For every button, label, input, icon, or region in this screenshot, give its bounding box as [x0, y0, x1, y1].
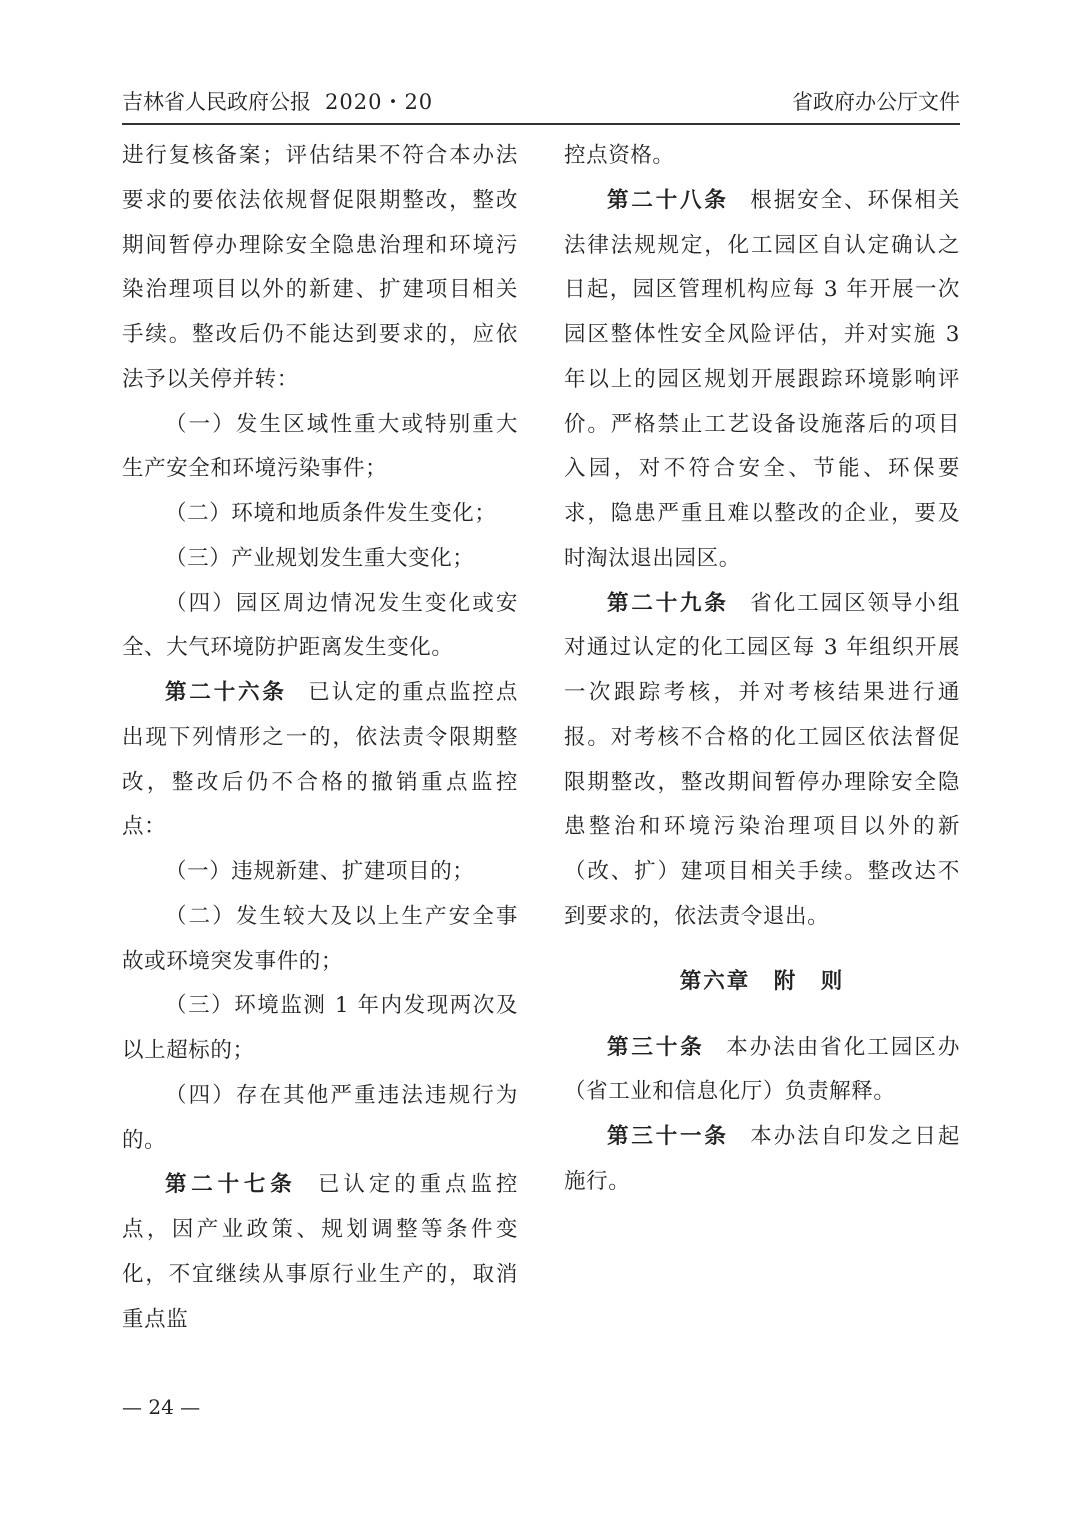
article-text: 省化工园区领导小组对通过认定的化工园区每 3 年组织开展一次跟踪考核，并对考核结果进行通报。对考核不合格的化工园区依法督促限期整改，整改期间暂停办理除安全隐患整治和环境污染治理项目以外的新（改、扩）建项目相关手续。整改达不到要求的，依法责令退出。: [564, 590, 960, 929]
publication-info: [122, 86, 433, 118]
article-31: [564, 1115, 960, 1205]
article-title: 第三十条: [607, 1034, 705, 1060]
header-divider: [122, 123, 960, 125]
article-text: 已认定的重点监控点，因产业政策、规划调整等条件变化，不宜继续从事原行业生产的，取消重点监: [122, 1172, 518, 1332]
list-item: （三）产业规划发生重大变化；: [165, 545, 475, 571]
list-item: （一）发生区域性重大或特别重大生产安全和环境污染事件；: [122, 411, 518, 482]
chapter-heading: 第六章 附 则: [679, 968, 845, 994]
article-28: [564, 179, 960, 582]
list-item: （四）存在其他严重违法违规行为的。: [122, 1082, 518, 1153]
article-29: [564, 582, 960, 940]
article-30: [564, 1026, 960, 1116]
page-number: — 24 —: [122, 1395, 201, 1419]
left-column: [122, 134, 518, 1342]
article-title: 第三十一条: [607, 1124, 729, 1149]
paragraph: 控点资格。: [564, 143, 675, 168]
article-27: [122, 1163, 518, 1342]
article-title: 第二十八条: [607, 187, 729, 213]
article-text: 已认定的重点监控点出现下列情形之一的，依法责令限期整改，整改后仍不合格的撤销重点监控点：: [122, 680, 518, 840]
list-item: （三）环境监测 1 年内发现两次及以上超标的；: [122, 993, 518, 1063]
list-item: （四）园区周边情况发生变化或安全、大气环境防护距离发生变化。: [122, 590, 518, 661]
section-title: 省政府办公厅文件: [792, 90, 960, 114]
right-column: [564, 134, 960, 1205]
article-26: [122, 671, 518, 850]
list-item: （二）环境和地质条件发生变化；: [165, 501, 497, 526]
article-text: 本办法由省化工园区办（省工业和信息化厅）负责解释。: [564, 1034, 960, 1105]
paragraph: 进行复核备案；评估结果不符合本办法要求的要依法依规督促限期整改，整改期间暂停办理除安全隐患治理和环境污染治理项目以外的新建、扩建项目相关手续。整改后仍不能达到要求的，应依法予以关停并转：: [122, 143, 518, 392]
publication-title: 吉林省人民政府公报: [122, 90, 311, 114]
page-header: [122, 86, 960, 122]
list-item: （一）违规新建、扩建项目的；: [165, 859, 475, 884]
issue-number: 2020・20: [325, 90, 434, 114]
article-title: 第二十七条: [165, 1172, 297, 1198]
article-title: 第二十六条: [165, 680, 287, 705]
article-title: 第二十九条: [607, 590, 729, 616]
article-text: 根据安全、环保相关法律法规规定，化工园区自认定确认之日起，园区管理机构应每 3 年开展一次园区整体性安全风险评估，并对实施 3 年以上的园区规划开展跟踪环境影响评价。严格禁止工艺设备设施落后的项目入园，对不符合安全、节能、环保要求，隐患严重且难以整改的企业，要及时淘汰退出园区。: [564, 187, 960, 571]
list-item: （二）发生较大及以上生产安全事故或环境突发事件的；: [122, 903, 518, 974]
article-text: 本办法自印发之日起施行。: [564, 1124, 960, 1194]
